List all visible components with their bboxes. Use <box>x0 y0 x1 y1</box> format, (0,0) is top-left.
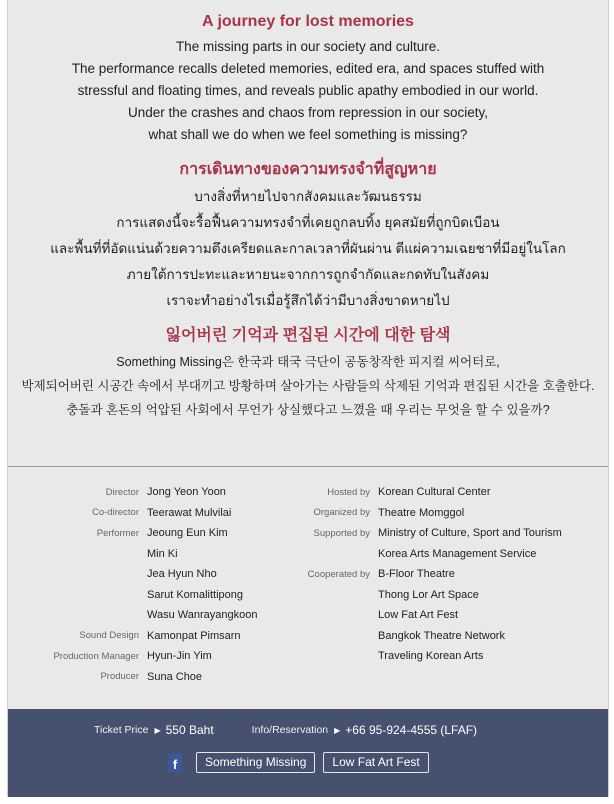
english-line: The performance recalls deleted memories, edited era, and spaces stuffed with <box>71 61 545 76</box>
page-frame <box>7 0 609 797</box>
credit-name: Low Fat Art Fest <box>378 609 459 622</box>
credit-name: Jea Hyun Nho <box>147 568 217 581</box>
credit-role: Sound Design <box>79 630 139 642</box>
credit-name: Thong Lor Art Space <box>378 588 479 601</box>
credit-name: Jeoung Eun Kim <box>147 527 228 540</box>
ticket-price-value: 550 Baht <box>165 723 214 737</box>
credit-name: Sarut Komalittipong <box>147 588 243 601</box>
thai-line: การแสดงนี้จะรื้อฟื้นความทรงจำที่เคยถูกลบทิ้ง ยุคสมัยที่ถูกบิดเบือน <box>116 215 500 230</box>
credit-name: Suna Choe <box>147 670 203 683</box>
credit-role: Hosted by <box>327 486 370 498</box>
credit-role: Cooperated by <box>307 568 370 580</box>
footer-links <box>168 752 437 773</box>
credit-name: Ministry of Culture, Sport and Tourism <box>378 527 562 540</box>
credit-row <box>218 482 562 503</box>
credit-name: Min Ki <box>147 547 178 560</box>
right-triangle-icon: ▶ <box>334 725 341 735</box>
footer-info-row <box>8 721 608 739</box>
credit-row <box>218 564 562 585</box>
thai-line: บางสิ่งที่หายไปจากสังคมและวัฒนธรรม <box>194 189 422 204</box>
thai-line: ภายใต้การปะทะและหายนะจากการถูกจำกัดและกดทับในสังคม <box>126 267 490 282</box>
ticket-price-label: Ticket Price <box>94 724 149 736</box>
credit-role: Production Manager <box>53 650 139 662</box>
credit-role: Director <box>105 486 139 498</box>
credit-row <box>218 605 562 626</box>
thai-line: เราจะทำอย่างไรเมื่อรู้สึกได้ว่ามีบางสิ่งขาดหายไป <box>166 293 450 308</box>
thai-line: และพื้นที่ที่อัดแน่นด้วยความตึงเครียดและกาลเวลาที่ผันผ่าน ตีแผ่ความเฉยชาที่มีอยู่ในโลก <box>50 241 566 256</box>
credit-name: Kamonpat Pimsarn <box>147 629 241 642</box>
credit-name: Teerawat Mulvilai <box>147 506 232 519</box>
english-title: A journey for lost memories <box>202 13 414 30</box>
korean-title: 잃어버린 기억과 편집된 시간에 대한 탐색 <box>165 327 451 344</box>
credit-row <box>218 544 562 565</box>
credit-role: Co-director <box>92 507 139 519</box>
credit-row <box>218 626 562 647</box>
credit-row <box>218 646 562 667</box>
credit-name: Wasu Wanrayangkoon <box>147 609 258 622</box>
credit-row <box>218 523 562 544</box>
low-fat-art-fest-link[interactable]: Low Fat Art Fest <box>323 752 428 773</box>
footer-bar <box>8 709 608 797</box>
info-reservation-value[interactable]: +66 95-924-4555 (LFAF) <box>345 723 478 737</box>
credits-right-column <box>218 482 562 667</box>
english-line: The missing parts in our society and culture. <box>175 39 441 54</box>
credit-name: B-Floor Theatre <box>378 568 455 581</box>
english-line: what shall we do when we feel something is missing? <box>148 127 468 142</box>
credit-name: Hyun-Jin Yim <box>147 650 212 663</box>
english-line: Under the crashes and chaos from repression in our society, <box>128 105 488 120</box>
credit-name: Theatre Momggol <box>378 506 465 519</box>
korean-line: Something Missing은 한국과 태국 극단이 공동창작한 피지컬 씨어터로, <box>116 355 500 369</box>
credit-role: Organized by <box>313 507 370 519</box>
credit-role: Producer <box>100 671 139 683</box>
section-divider <box>8 466 608 467</box>
something-missing-link[interactable]: Something Missing <box>196 752 315 773</box>
english-line: stressful and floating times, and reveals public apathy embodied in our world. <box>77 83 539 98</box>
credit-name: Korea Arts Management Service <box>378 547 537 560</box>
korean-line: 충돌과 혼돈의 억압된 사회에서 무언가 상실했다고 느꼈을 때 우리는 무엇을 할 수 있을까? <box>66 403 550 417</box>
credit-row <box>218 503 562 524</box>
intro-section <box>8 0 608 422</box>
facebook-icon[interactable]: f <box>168 754 182 772</box>
credit-name: Korean Cultural Center <box>378 486 491 499</box>
credit-role: Performer <box>96 527 139 539</box>
thai-title: การเดินทางของความทรงจำที่สูญหาย <box>179 161 437 178</box>
credit-role: Supported by <box>313 527 370 539</box>
korean-line: 박제되어버린 시공간 속에서 부대끼고 방황하며 살아가는 사람들의 삭제된 기억과 편집된 시간을 호출한다. <box>21 379 595 393</box>
credit-name: Jong Yeon Yoon <box>147 486 226 499</box>
credit-row <box>8 667 257 688</box>
right-triangle-icon: ▶ <box>154 725 161 735</box>
info-reservation-label: Info/Reservation <box>251 724 329 736</box>
credit-row <box>218 585 562 606</box>
credit-name: Traveling Korean Arts <box>378 650 484 663</box>
credit-name: Bangkok Theatre Network <box>378 629 505 642</box>
